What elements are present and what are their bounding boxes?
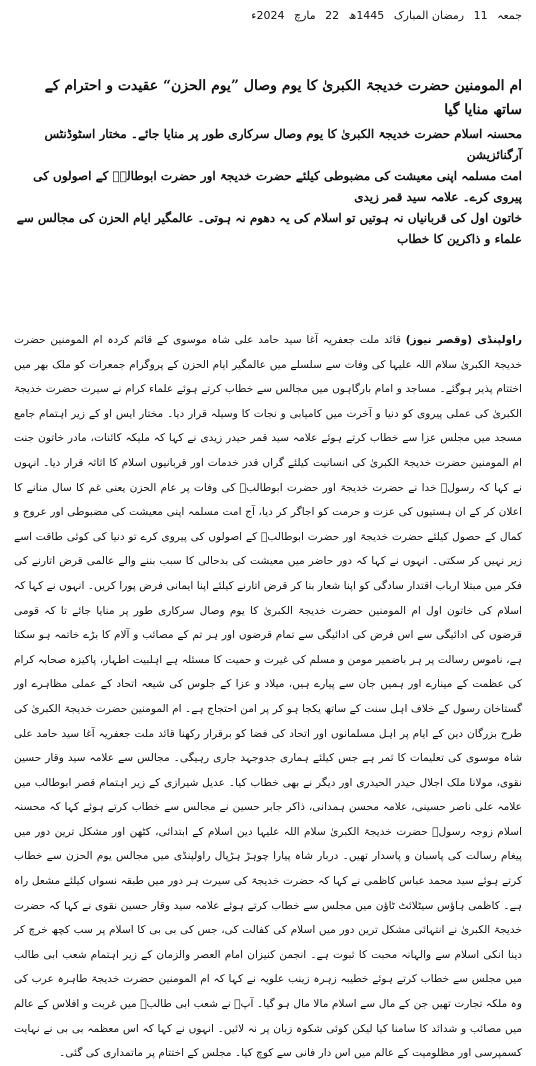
subhead-2: امت مسلمہ اپنی معیشت کی مضبوطی کیلئے حضرت خدیجۃ اور حضرت ابوطالبؑ کے اصولوں کی پیروی کرے۔ علامہ سید قمر زیدی <box>33 169 522 204</box>
dateline <box>14 8 522 30</box>
dateline-hijri-month: رمضان المبارک <box>393 9 465 22</box>
dateline-greg-day: 22 <box>325 9 340 22</box>
article-body <box>14 328 522 1066</box>
subhead-3: خاتون اول کی قربانیاں نہ ہوتیں تو اسلام کی یہ دھوم نہ ہوتی۔ عالمگیر ایام الحزن کی مجالس سے علماء و ذاکرین کا خطاب <box>16 211 522 246</box>
dateline-greg-month: مارچ <box>293 9 316 22</box>
dateline-greg-year: 2024ء <box>251 9 285 22</box>
spacer <box>14 250 522 328</box>
dateline-hijri-day: 11 <box>473 9 488 22</box>
dateline-hijri-year: 1445ھ <box>348 9 385 22</box>
subhead-1: محسنہ اسلام حضرت خدیجۃ الکبریٰ کا یوم وصال سرکاری طور پر منایا جائے۔ مختار اسٹوڈنٹس آرگنائزیشن <box>44 127 522 162</box>
dateline-day: جمعہ <box>497 9 522 22</box>
headline: ام المومنین حضرت خدیجۃ الکبریٰ کا یوم وصال ”یوم الحزن“ عقیدت و احترام کے ساتھ منایا گیا <box>44 78 522 118</box>
article-dateline: راولپنڈی (وقصر نیوز) <box>405 334 522 346</box>
article-text: قائد ملت جعفریہ آغا سید حامد علی شاہ موسوی کے قائم کردہ ام المومنین حضرت خدیجۃ الکبریٰ سلام اللہ علیہا کی وفات سے سلسلے میں عالمگیر ایام الحزن کے پروگرام جمعرات کو ملک بھر میں اختتام پذیر ہوگئے۔ مساجد و امام بارگاہوں میں مجالس سے خطاب کرتے ہوئے علماء کرام نے سیرت حضرت خدیجۃ الکبریٰ کی عملی پیروی کو دنیا و آخرت میں کامیابی و نجات کا وسیلہ قرار دیا۔ مختار ایس او کے زیر اہتمام جامع مسجد میں مجلس عزا سے خطاب کرتے ہوئے علامہ سید قمر حیدر زیدی نے کہا کہ ملیکہ کائنات، مادر خاتون جنت ام المومنین حضرت خدیجۃ الکبریٰ کی انسانیت کیلئے گراں قدر خدمات اور قربانیوں اسلام کا اثاثہ قرار دیا۔ انہوں نے کہا کہ رسولؐ خدا نے حضرت خدیجۃ اور حضرت ابوطالبؑ کی وفات پر عام الحزن یعنی غم کا سال منانے کا اعلان کر کے ان ہستیوں کی عزت و حرمت کو اجاگر کر دیا، آج امت مسلمہ اپنی معیشت کی مضبوطی اور عروج و کمال کے حصول کیلئے حضرت خدیجۃ اور حضرت ابوطالبؑ کے اصولوں کی پیروی کرے تو دنیا کی کوئی طاقت اسے زیر نہیں کر سکتی۔ انہوں نے کہا کہ دور حاضر میں معیشت کی بدحالی کا سبب بننے والے عالمی قرض اتارنے کی فکر میں مبتلا ارباب اقتدار سادگی کو اپنا شعار بنا کر قرض اتارنے کیلئے اپنا ایمانی فرض پورا کریں۔ انہوں نے کہا کہ اسلام کی خاتون اول ام المومنین حضرت خدیجۃ الکبریٰ کا یوم وصال سرکاری طور پر منایا جائے تا کہ قومی قرضوں کی ادائیگی سے اس فرض کی ادائیگی سے تمام قرضوں اور ہر تم کے مصائب و آلام کا بڑے خاتمہ ہو سکتا ہے، ناموس رسالت پر ہر باضمیر مومن و مسلم کی غیرت و حمیت کا مسئلہ ہے اہلبیت اطہار، پاکیزہ صحابہ کرام کی عظمت کے مینارے اور ہمیں جان سے پیارے ہیں، میلاد و عزا کے جلوس کی شیعہ اتحاد کے عملی مظاہرے اور گستاخان رسول کے خلاف اہل سنت کے ساتھ یکجا ہو کر پر امن احتجاج ہے۔ ام المومنین حضرت خدیجۃ الکبریٰ کی طرح بزرگان دین کے ایام پر اہل مسلمانوں اور اتحاد کی فضا کو برقرار رکھنا قائد ملت جعفریہ آغا سید حامد علی شاہ موسوی کی تعلیمات کا ثمر ہے جس کیلئے ہماری جدوجہد جاری رہیگی۔ مجالس سے علامہ سید وقار حسین نقوی، مولانا ملک اجلال حیدر الحیدری اور دیگر نے بھی خطاب کیا۔ عدیل شیرازی کے زیر اہتمام قصر ابوطالب میں علامہ علی ناصر حسینی، علامہ محسن ہمدانی، ذاکر جابر حسین نے مجالس سے خطاب کرتے ہوئے کہا کہ محسنہ اسلام زوجہ رسولؐ حضرت خدیجۃ الکبریٰ سلام اللہ علیہا دین اسلام کے ابتدائی، کٹھن اور مشکل ترین دور میں پیغام رسالت کی پاسبان و پاسدار تھیں۔ دربار شاہ پیارا چوہڑ ہڑپال راولپنڈی میں مجالس یوم الحزن سے خطاب کرتے ہوئے سید محمد عباس کاظمی نے کہا کہ حضرت خدیجۃ کی سیرت ہر دور میں طبقہ نسواں کیلئے مشعل راہ ہے۔ کاظمی ہاؤس سیٹلائٹ ٹاؤن میں مجلس سے خطاب کرتے ہوئے علامہ سید وقار حسین نقوی نے کہا کہ حضرت خدیجۃ الکبریٰ نے انتہائی مشکل ترین دور میں اسلام کی کفالت کی، جس کی بی بی کا اسلام پر سب کچھ خرچ کر دینا انکی اسلام سے والہانہ محبت کا ثبوت ہے۔ انجمن کنیزان امام العصر والزمان کے زیر اہتمام شعب ابی طالب میں مجلس سے خطاب کرتے ہوئے خطیبہ زہرہ زینب علویہ نے کہا کہ ام المومنین حضرت خدیجۃ طاہرہ عرب کی وہ ملکہ تجارت تھیں جن کے مال سے اسلام مالا مال ہو گیا۔ آپؑ نے شعب ابی طالبؑ میں غربت و افلاس کے عالم میں مصائب و شدائد کا سامنا کیا لیکن کوئی شکوہ زبان پر نہ لائیں۔ انہوں نے کہا کہ اس معظمہ بی بی نے نہایت کسمپرسی اور مظلومیت کے عالم میں اس دار فانی سے کوچ کیا۔ مجلس کے اختتام پر ماتمداری کی گئی۔ <box>14 334 522 1060</box>
